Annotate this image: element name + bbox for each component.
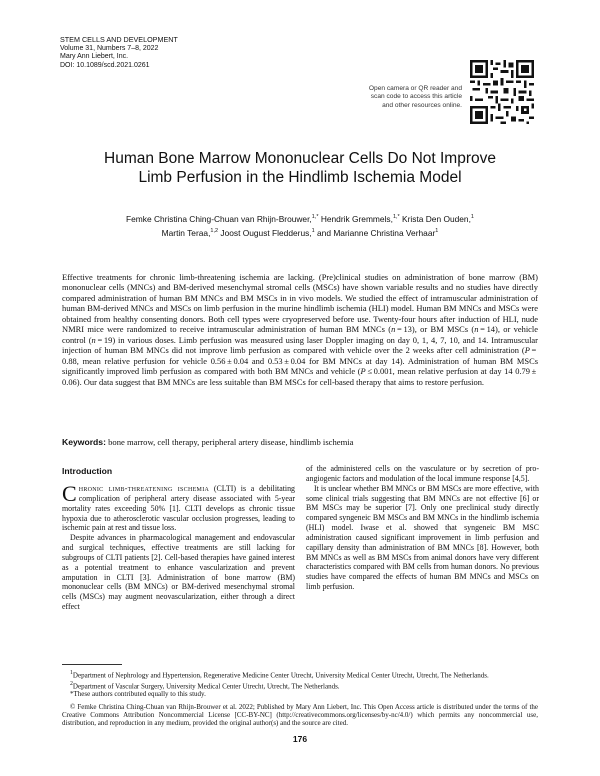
affiliation-marker: 1,* <box>311 214 319 220</box>
article-title <box>60 149 540 187</box>
drop-cap: C <box>62 481 77 506</box>
abstract-var: P <box>360 366 366 377</box>
author: Krista Den Ouden, <box>402 213 471 224</box>
abstract <box>62 272 538 387</box>
keywords <box>62 437 353 447</box>
footnote-marker: 1 <box>70 670 73 676</box>
title-line: Human Bone Marrow Mononuclear Cells Do Not Improve <box>104 150 496 167</box>
license-notice: © Femke Christina Ching-Chuan van Rhijn-Brouwer et al. 2022; Published by Mary Ann Liebert, Inc. This Open Access article is distributed under the terms of the Creative Commons Attribution Noncommercial License [CC-BY-NC] (http://creativecommons.org/licenses/by-nc/4.0/) which permits any noncommercial use, distribution, and reproduction in any medium, provided the original author(s) and the source are cited. <box>62 702 538 728</box>
affiliation-marker: 1 <box>435 228 439 234</box>
title-line: Limb Perfusion in the Hindlimb Ischemia Model <box>138 169 462 186</box>
abstract-text: = 13), or BM MSCs ( <box>395 324 475 335</box>
author-list <box>60 211 540 239</box>
journal-name: STEM CELLS AND DEVELOPMENT <box>60 35 178 44</box>
qr-note-line: Open camera or QR reader and <box>368 85 462 92</box>
abstract-text: = 19) in various doses. Limb perfusion was measured using laser Doppler imaging on day 0, 1, 4, 7, 10, and 14. Intramuscular injection of human BM MNCs did not improve limb perfusion as compared with vehicle over the 2 weeks after cell administration ( <box>62 334 538 356</box>
affiliation-marker: 1 <box>311 228 315 234</box>
footnotes <box>62 669 538 727</box>
abstract-var: P <box>524 345 530 356</box>
abstract-text: = 0.88, mean relative perfusion for vehicle 0.56 ± 0.04 and 0.53 ± 0.04 for BM MNCs at day 14). Administration of human BM MSCs significantly improved limb perfusion as compared with both BM MNCs and vehicle ( <box>62 345 538 377</box>
journal-doi: DOI: 10.1089/scd.2021.0261 <box>60 61 150 69</box>
journal-volume: Volume 31, Numbers 7–8, 2022 <box>60 44 159 52</box>
author: and Marianne Christina Verhaar <box>317 227 436 238</box>
author: Hendrik Gremmels, <box>320 213 393 224</box>
page-number: 176 <box>292 734 308 744</box>
footnote-affiliation: Department of Vascular Surgery, University Medical Center Utrecht, Utrecht, The Netherlands. <box>72 681 340 690</box>
body-column-left <box>62 481 296 612</box>
paragraph-text: Despite advances in pharmacological management and endovascular and surgical techniques, effective treatments are still lacking for subgroups of CLTI patients [2]. Cell-based therapies have gained interest as a potential treatment to enhance vascularization and prevent amputation in CLTI [3]. Administration of bone marrow (BM) mononuclear cells (BM MNCs) or BM-derived mesenchymal stromal cells (MSCs) may augment neovascularization, either through a direct effect <box>62 533 295 612</box>
abstract-text: ≤ 0.001, mean relative perfusion at day 14 0.79 ± 0.06). Our data suggest that BM MNCs are less suitable than BM MSCs for cell-based therapy that aims to restore perfusion. <box>62 366 538 387</box>
paragraph-text: (CLTI) is a debilitating complication of peripheral artery disease associated with 5-year mortality rates exceeding 50% [1]. CLTI develops as chronic tissue hypoxia due to atherosclerotic vascular occlusion progresses, leading to ischemic pain at rest and tissue loss. <box>62 484 296 533</box>
abstract-var: n <box>91 334 96 345</box>
paragraph-text: It is unclear whether BM MNCs or BM MSCs are more effective, with some clinical trials suggesting that BM MNCs are not effective [6] or BM MSCs may be superior [7]. Only one preclinical study directly compared syngeneic BM MSCs and BM MNCs in the hindlimb ischemia (HLI) model. Iwase et al. showed that syngeneic BM MSC administration caused significant improvement in limb perfusion and capillary density than administration of BM MNCs [8]. However, both BM MNCs as well as BM MSCs from animal donors have very different characteristics compared with BM cells from human donors. No previous studies have compared the effects of human BM MNCs and MSCs on limb perfusion. <box>306 483 539 592</box>
keywords-text: bone marrow, cell therapy, peripheral artery disease, hindlimb ischemia <box>108 437 354 447</box>
footnote-divider <box>62 664 122 665</box>
abstract-text: Effective treatments for chronic limb-threatening ischemia are lacking. (Pre)clinical studies on administration of bone marrow (BM) mononuclear cells (MNCs) and BM-derived mesenchymal stromal cells (MSCs) have shown variable results and no studies have directly compared administration of human BM MNCs and BM MSCs in in vivo models. We studied the effect of intramuscular administration of human BM-derived MNCs and MSCs on limb perfusion in the murine hindlimb ischemia (HLI) model. Human BM MNCs and MSCs were obtained from healthy consenting donors. Both cell types were cryopreserved before use. Twenty-four hours after induction of HLI, nude NMRI mice were randomized to receive intramuscular administration of human BM MNCs ( <box>62 272 538 335</box>
section-heading-introduction: Introduction <box>62 466 113 476</box>
abstract-var: n <box>474 324 479 335</box>
author: Joost Ougust Fledderus, <box>220 227 312 238</box>
footnote-affiliation: Department of Nephrology and Hypertension, Regenerative Medicine Center Utrecht, University Medical Center Utrecht, Utrecht, The Netherlands. <box>72 671 489 680</box>
journal-publisher: Mary Ann Liebert, Inc. <box>60 53 129 61</box>
qr-code-icon[interactable] <box>470 60 534 124</box>
keywords-label: Keywords: <box>62 437 106 447</box>
paragraph-text: of the administered cells on the vasculature or by secretion of pro-angiogenic factors and modulation of the local immune response [4,5]. <box>306 464 539 483</box>
footnote-equal-contribution: *These authors contributed equally to this study. <box>70 690 206 699</box>
lead-in-smallcaps: hronic limb-threatening ischemia <box>78 484 210 493</box>
body-column-right <box>306 464 539 592</box>
author: Martin Teraa, <box>161 227 211 238</box>
author: Femke Christina Ching-Chuan van Rhijn-Brouwer, <box>126 213 312 224</box>
abstract-var: n <box>391 324 396 335</box>
affiliation-marker: 1,2 <box>210 228 219 234</box>
abstract-text: = 14), or vehicle control ( <box>62 324 538 345</box>
affiliation-marker: 1,* <box>392 214 400 220</box>
qr-note-line: and other resources online. <box>382 101 462 109</box>
footnote-marker: 2 <box>70 680 73 687</box>
journal-header <box>60 36 178 70</box>
affiliation-marker: 1 <box>470 214 474 220</box>
qr-note-line: scan code to access this article <box>370 93 462 101</box>
qr-note <box>344 85 462 110</box>
